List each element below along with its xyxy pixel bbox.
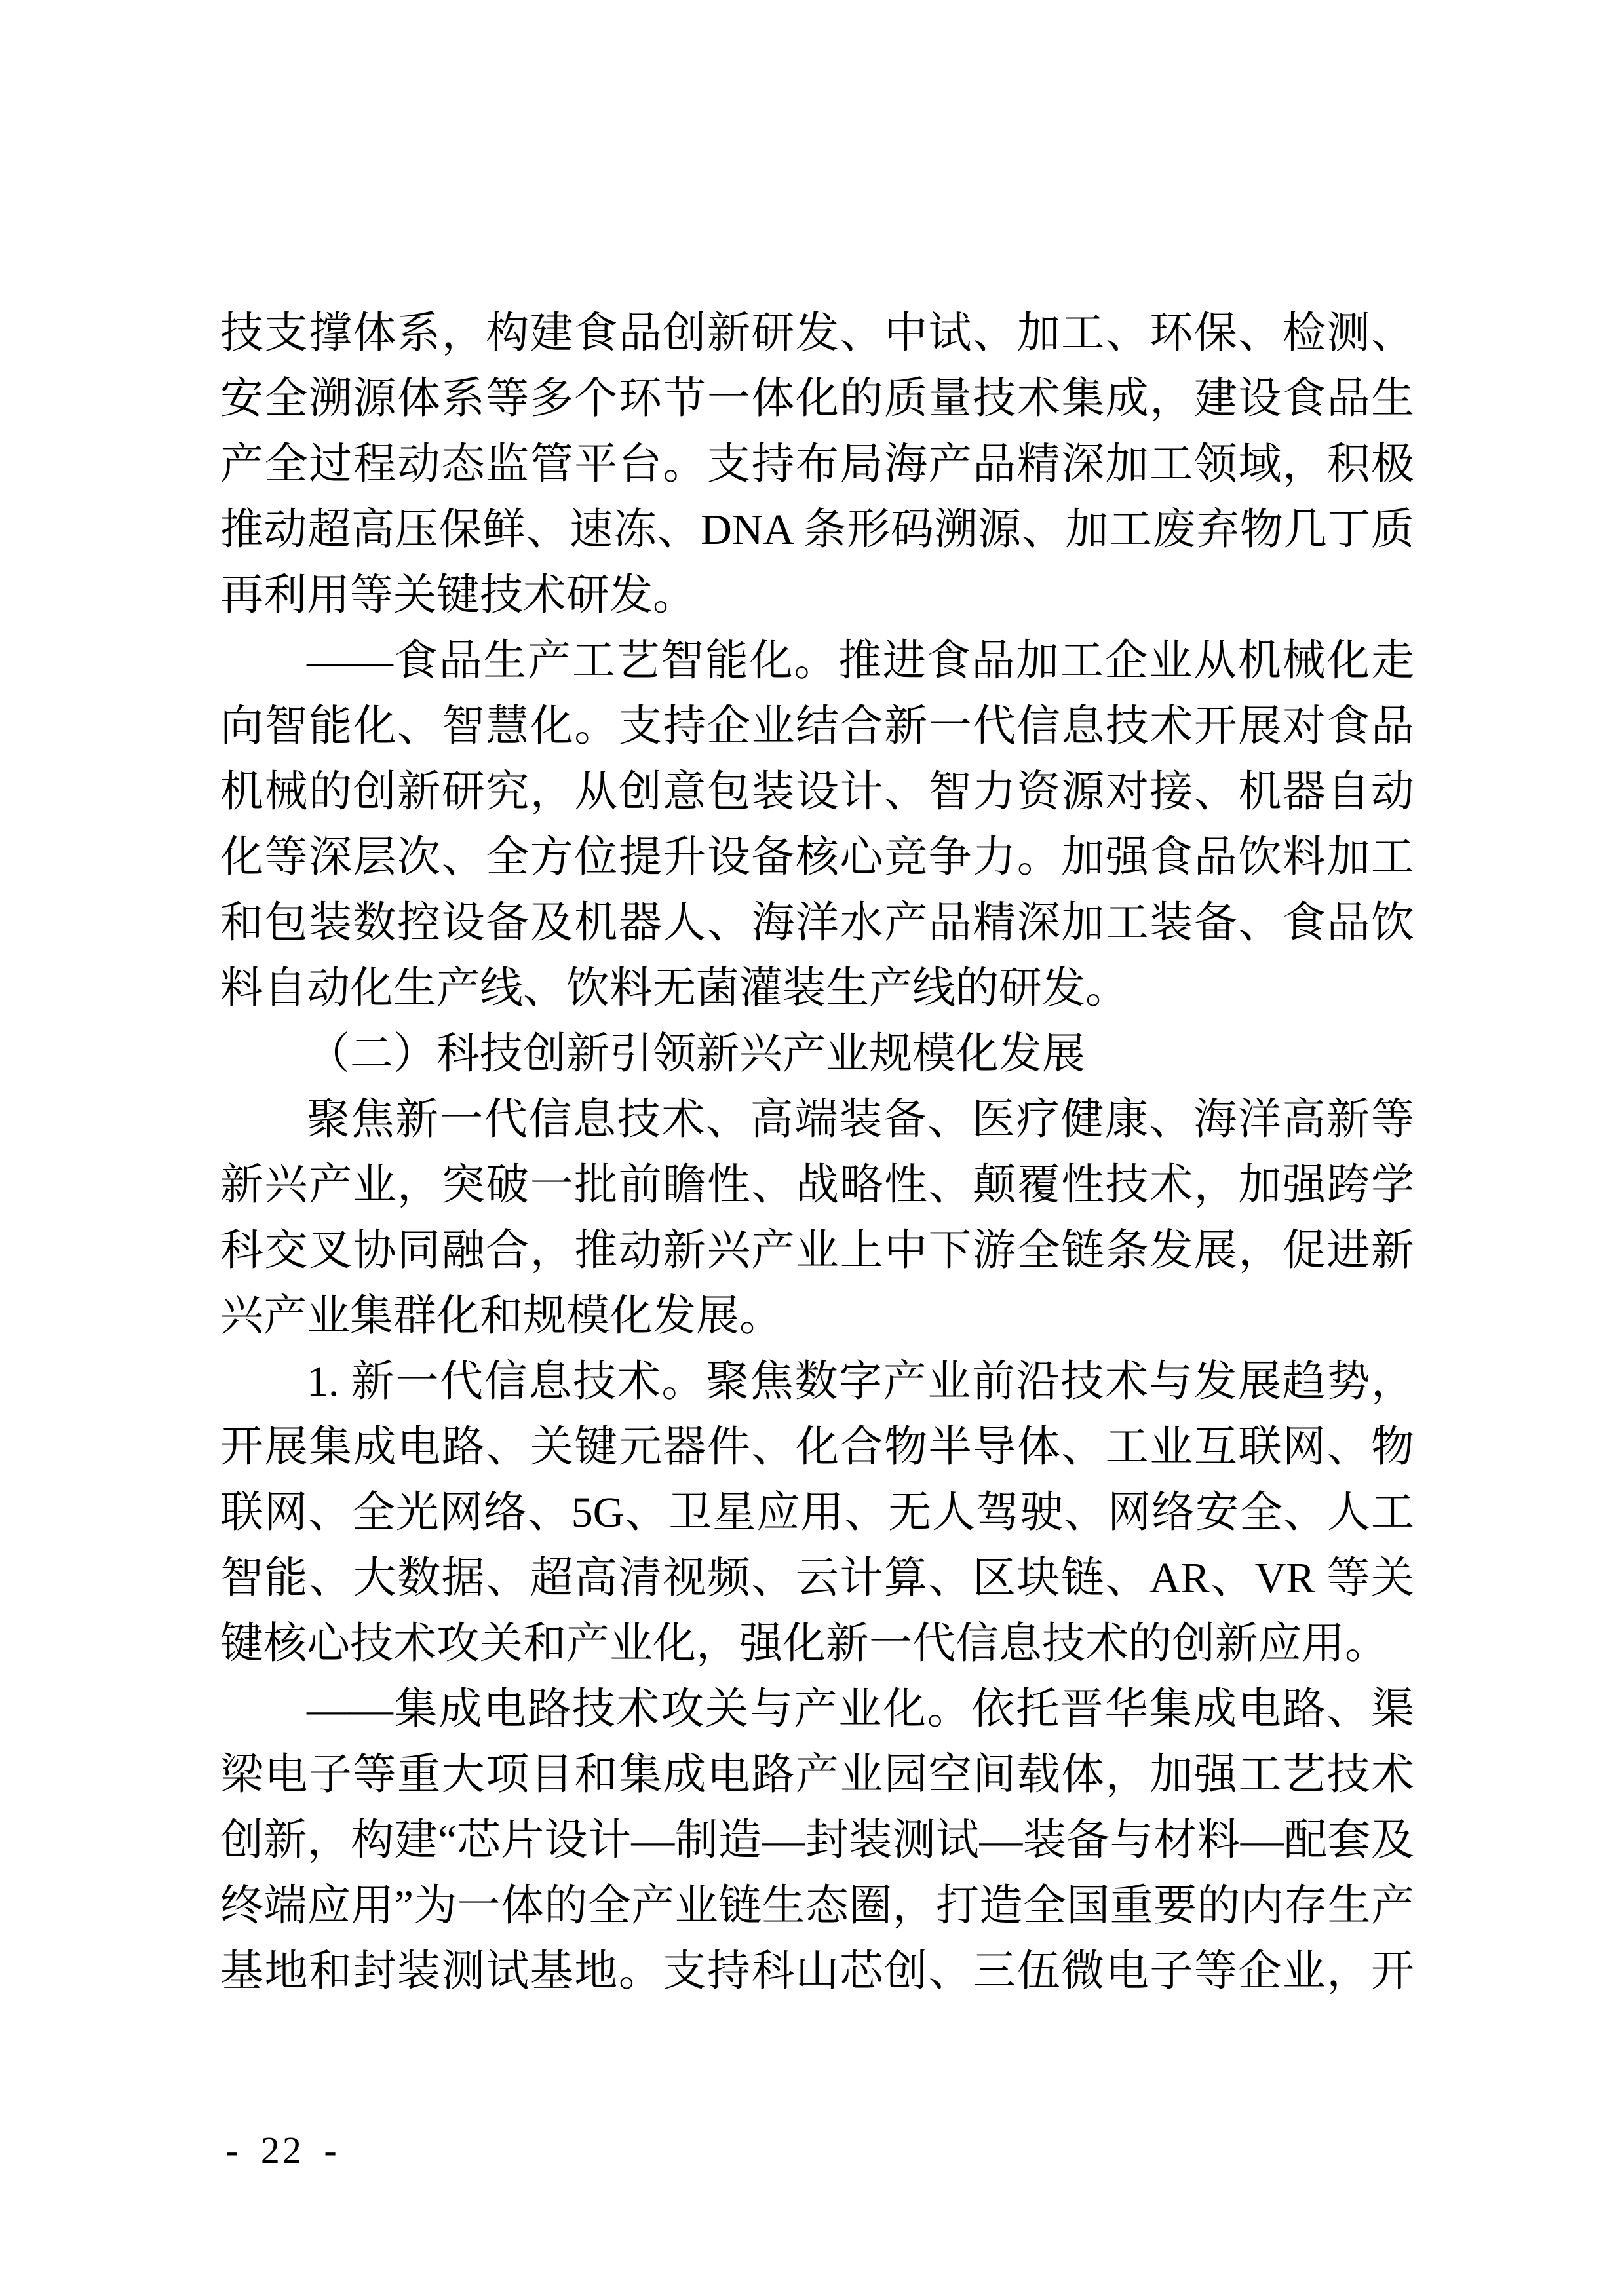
text-line: 安全溯源体系等多个环节一体化的质量技术集成，建设食品生: [220, 375, 1414, 423]
text-line: 1. 新一代信息技术。聚焦数字产业前沿技术与发展趋势，: [307, 1358, 1414, 1406]
text-line: 梁电子等重大项目和集成电路产业园空间载体，加强工艺技术: [220, 1751, 1414, 1799]
text-line: 键核心技术攻关和产业化，强化新一代信息技术的创新应用。: [220, 1620, 1388, 1668]
text-line: 向智能化、智慧化。支持企业结合新一代信息技术开展对食品: [220, 702, 1414, 750]
text-line: 基地和封装测试基地。支持科山芯创、三伍微电子等企业，开: [220, 1947, 1414, 1995]
text-line: （二）科技创新引领新兴产业规模化发展: [307, 1030, 1085, 1078]
text-line: 联网、全光网络、5G、卫星应用、无人驾驶、网络安全、人工: [220, 1489, 1414, 1537]
text-line: 聚焦新一代信息技术、高端装备、医疗健康、海洋高新等: [307, 1096, 1414, 1143]
text-line: 创新，构建“芯片设计—制造—封装测试—装备与材料—配套及: [220, 1816, 1414, 1864]
text-line: 技支撑体系，构建食品创新研发、中试、加工、环保、检测、: [220, 309, 1414, 357]
text-line: 机械的创新研究，从创意包装设计、智力资源对接、机器自动: [220, 768, 1414, 816]
text-line: 科交叉协同融合，推动新兴产业上中下游全链条发展，促进新: [220, 1227, 1414, 1274]
text-line: 兴产业集群化和规模化发展。: [220, 1292, 782, 1340]
text-line: 再利用等关键技术研发。: [220, 571, 696, 619]
text-line: 产全过程动态监管平台。支持布局海产品精深加工领域，积极: [220, 440, 1414, 488]
text-line: 开展集成电路、关键元器件、化合物半导体、工业互联网、物: [220, 1423, 1414, 1471]
text-line: 推动超高压保鲜、速冻、DNA 条形码溯源、加工废弃物几丁质: [220, 506, 1414, 554]
text-line: 终端应用”为一体的全产业链生态圈，打造全国重要的内存生产: [220, 1882, 1414, 1930]
text-line: 料自动化生产线、饮料无菌灌装生产线的研发。: [220, 965, 1129, 1012]
page-number: - 22 -: [225, 2129, 339, 2172]
text-line: 化等深层次、全方位提升设备核心竞争力。加强食品饮料加工: [220, 833, 1414, 881]
text-line: ——食品生产工艺智能化。推进食品加工企业从机械化走: [307, 637, 1414, 685]
text-line: 和包装数控设备及机器人、海洋水产品精深加工装备、食品饮: [220, 899, 1414, 947]
text-line: 智能、大数据、超高清视频、云计算、区块链、AR、VR 等关: [220, 1554, 1414, 1602]
text-line: 新兴产业，突破一批前瞻性、战略性、颠覆性技术，加强跨学: [220, 1161, 1414, 1209]
document-body: [220, 301, 1414, 2004]
text-line: ——集成电路技术攻关与产业化。依托晋华集成电路、渠: [307, 1685, 1414, 1733]
